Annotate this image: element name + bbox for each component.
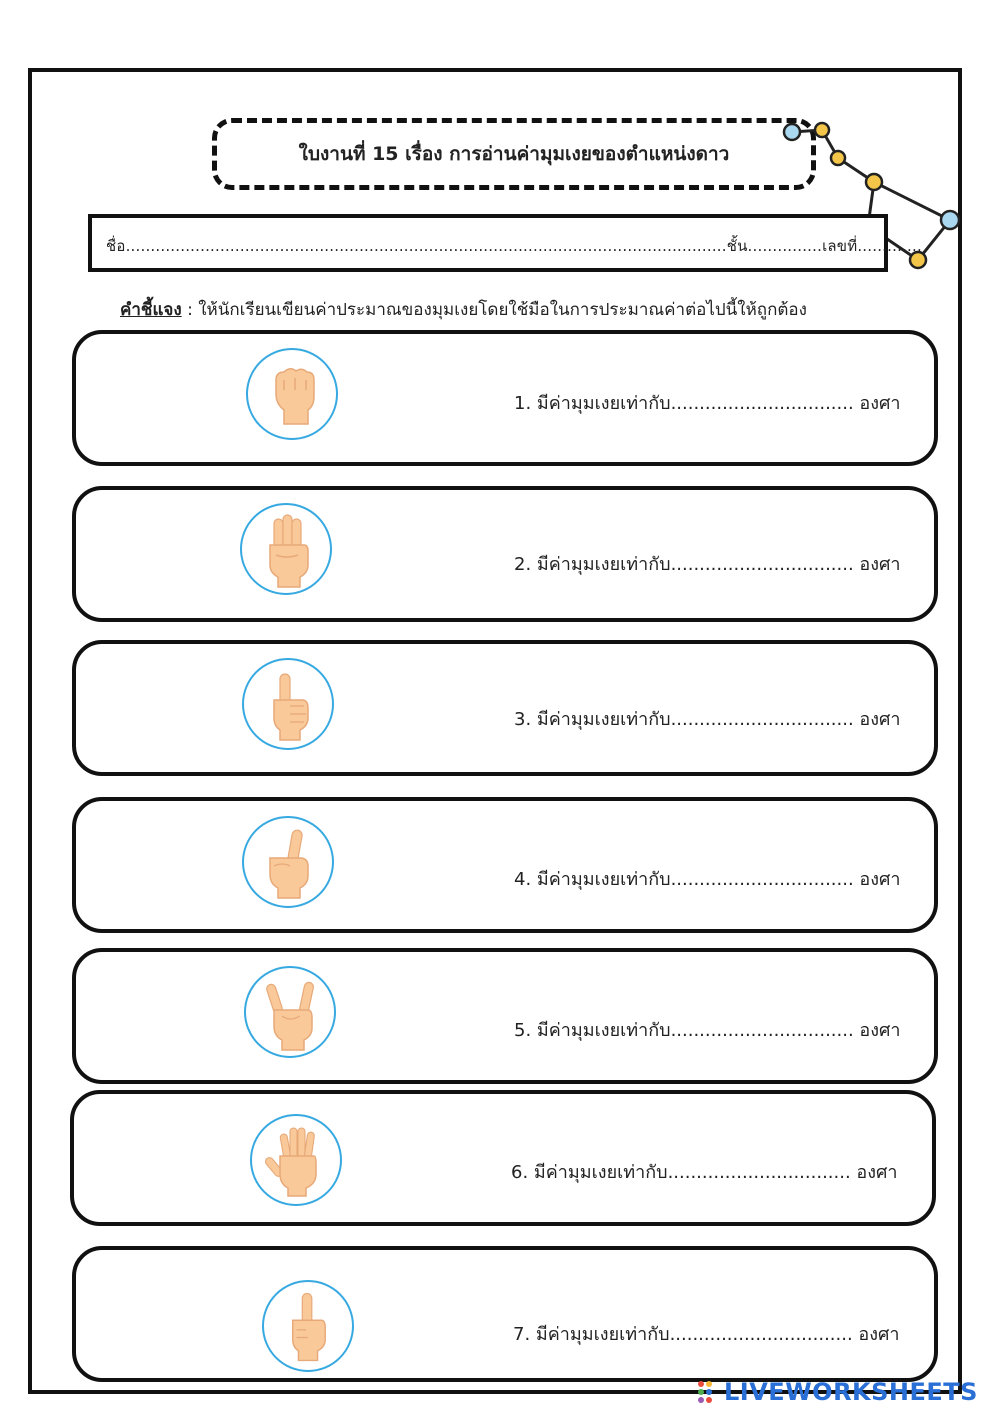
pinky-finger-icon (264, 1282, 352, 1370)
watermark (698, 1378, 978, 1406)
hand-circle-2 (240, 503, 332, 595)
question-text-1[interactable]: 1. มีค่ามุมเงยเท่ากับ................................ องศา (514, 393, 901, 414)
worksheet-title: ใบงานที่ 15 เรื่อง การอ่านค่ามุมเงยของตำแหน่งดาว (298, 143, 730, 165)
question-text-6[interactable]: 6. มีค่ามุมเงยเท่ากับ................................ องศา (511, 1162, 898, 1183)
question-text-4[interactable]: 4. มีค่ามุมเงยเท่ากับ................................ องศา (514, 869, 901, 890)
hand-circle-7 (262, 1280, 354, 1372)
title-banner (212, 118, 816, 190)
question-text-7[interactable]: 7. มีค่ามุมเงยเท่ากับ................................ องศา (513, 1324, 900, 1345)
hand-circle-5 (244, 966, 336, 1058)
instructions (120, 296, 807, 323)
fist-icon (248, 350, 340, 442)
open-hand-icon (252, 1116, 344, 1208)
hand-circle-4 (242, 816, 334, 908)
student-info-box (88, 214, 922, 272)
instructions-separator: : (181, 300, 199, 320)
watermark-logo-icon (698, 1379, 720, 1405)
horns-hand-icon (246, 968, 338, 1060)
question-box-7 (72, 1246, 938, 1382)
index-finger-side-icon (244, 818, 336, 910)
question-text-5[interactable]: 5. มีค่ามุมเงยเท่ากับ................................ องศา (514, 1020, 901, 1041)
instructions-text: ให้นักเรียนเขียนค่าประมาณของมุมเงยโดยใช้มือในการประมาณค่าต่อไปนี้ให้ถูกต้อง (198, 300, 807, 320)
hand-circle-3 (242, 658, 334, 750)
hand-circle-6 (250, 1114, 342, 1206)
instructions-label: คำชี้แจง (120, 300, 182, 320)
three-fingers-icon (242, 505, 334, 597)
index-finger-icon (244, 660, 336, 752)
hand-circle-1 (246, 348, 338, 440)
question-text-2[interactable]: 2. มีค่ามุมเงยเท่ากับ................................ องศา (514, 554, 901, 575)
watermark-text: LIVEWORKSHEETS (724, 1378, 978, 1406)
question-text-3[interactable]: 3. มีค่ามุมเงยเท่ากับ................................ องศา (514, 709, 901, 730)
student-info-line[interactable]: ชื่อ.........................................................................................................................ชั้น...............เลขที่............. (106, 237, 922, 255)
